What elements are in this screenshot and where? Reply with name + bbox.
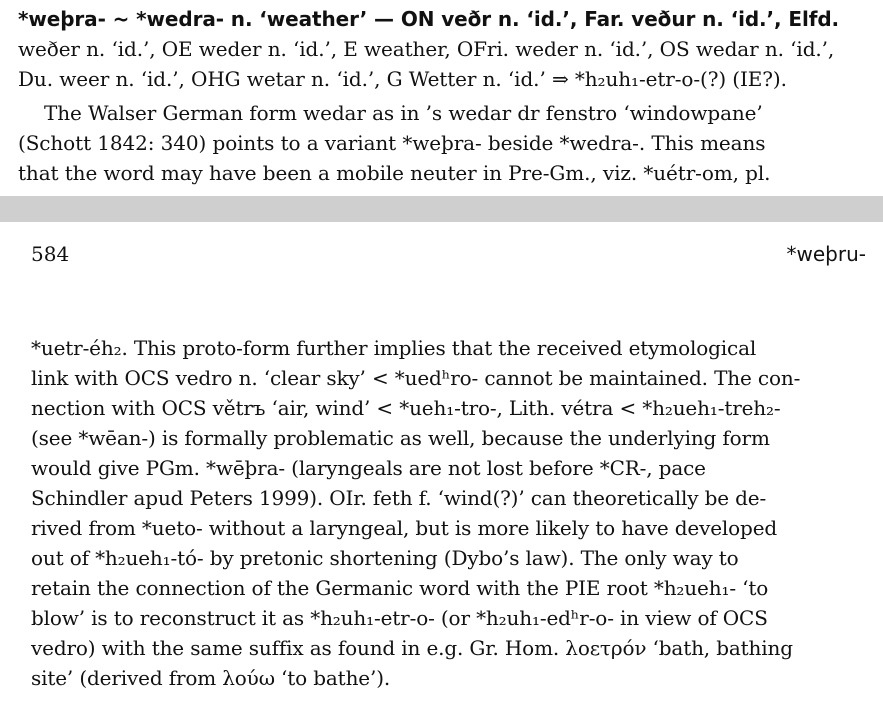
text-line: Schindler apud Peters 1999). OIr. feth f. ‘wind(?)’ can theoretically be de- xyxy=(31,486,767,510)
page-584 xyxy=(0,222,883,703)
previous-page-fragment xyxy=(0,0,883,196)
text-line: retain the connection of the Germanic word with the PIE root *h₂ueh₁- ‘to xyxy=(31,576,769,600)
text-line: vedro) with the same suffix as found in e.g. Gr. Hom. λοετρόν ‘bath, bathing xyxy=(31,636,793,660)
text-line: would give PGm. *wēþra- (laryngeals are not lost before *CR-, pace xyxy=(31,456,706,480)
text-line: *weþra- ~ *wedra- n. ‘weather’ — ON veðr n. ‘id.’, Far. veður n. ‘id.’, Elfd. xyxy=(18,7,840,31)
page-number: 584 xyxy=(31,242,70,266)
text-line: out of *h₂ueh₁-tó- by pretonic shortening (Dybo’s law). The only way to xyxy=(31,546,739,570)
running-head: *weþru- xyxy=(786,242,866,266)
text-line: rived from *ueto- without a laryngeal, but is more likely to have developed xyxy=(31,516,778,540)
text-line: site’ (derived from λούω ‘to bathe’). xyxy=(31,666,391,690)
text-line: nection with OCS větrъ ‘air, wind’ < *ueh₁-tro-, Lith. vе́tra < *h₂ueh₁-treh₂- xyxy=(31,396,781,420)
text-line: blow’ is to reconstruct it as *h₂uh₁-etr-o- (or *h₂uh₁-edʰr-o- in view of OCS xyxy=(31,606,768,630)
text-line: that the word may have been a mobile neuter in Pre-Gm., viz. *uétr-om, pl. xyxy=(18,161,771,185)
text-line: *uetr-éh₂. This proto-form further implies that the received etymological xyxy=(31,336,757,360)
page-separator xyxy=(0,196,883,222)
text-line: link with OCS vedro n. ‘clear sky’ < *uedʰro- cannot be maintained. The con- xyxy=(31,366,801,390)
text-line: Du. weer n. ‘id.’, OHG wetar n. ‘id.’, G Wetter n. ‘id.’ ⇒ *h₂uh₁-etr-o-(?) (IE?). xyxy=(18,67,787,91)
text-line: weðer n. ‘id.’, OE weder n. ‘id.’, E weather, OFri. weder n. ‘id.’, OS wedar n. ‘id.’, xyxy=(18,37,835,61)
text-line: (Schott 1842: 340) points to a variant *weþra- beside *wedra-. This means xyxy=(18,131,766,155)
text-line: (see *wēan-) is formally problematic as well, because the underlying form xyxy=(31,426,770,450)
text-line: The Walser German form wedar as in ’s wedar dr fenstro ‘windowpane’ xyxy=(44,101,763,125)
